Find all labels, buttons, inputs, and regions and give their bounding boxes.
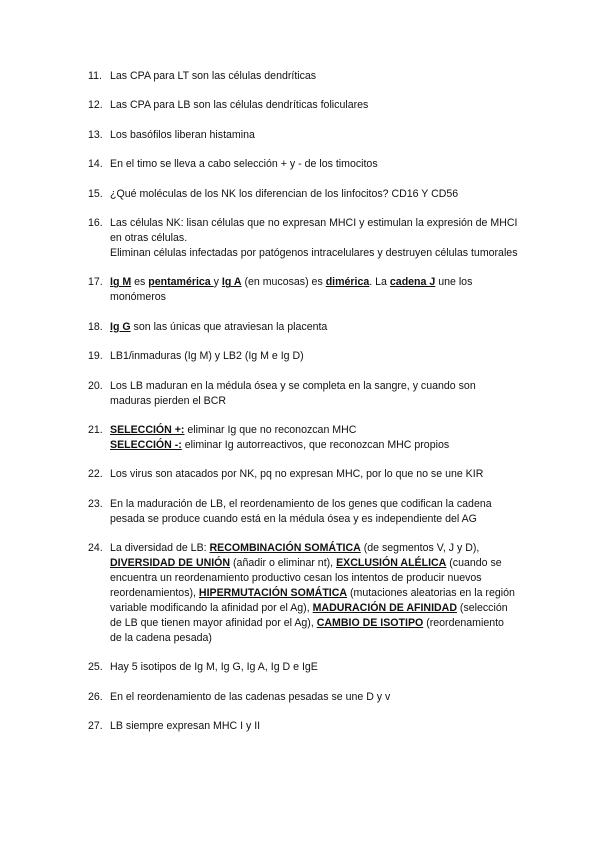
text-segment: Eliminan células infectadas por patógenos intracelulares y destruyen células tumorales	[110, 246, 518, 259]
emphasized-term: pentamérica	[148, 276, 214, 289]
text-segment: Las células NK: lisan células que no expresan MHCI y estimulan la expresión de MHCI en otras células.	[110, 216, 518, 244]
text-segment: (reordenamiento de la cadena pesada)	[110, 617, 504, 645]
item-number: 15.	[88, 187, 103, 200]
text-segment: (en mucosas) es	[241, 276, 326, 289]
list-item	[88, 320, 518, 335]
item-number: 21.	[88, 423, 103, 436]
item-line	[110, 423, 518, 438]
text-segment: (añadir o eliminar nt),	[230, 557, 337, 570]
list-item	[88, 98, 518, 113]
item-text	[106, 349, 518, 364]
emphasized-term: MADURACIÓN DE AFINIDAD	[312, 602, 457, 615]
item-line	[110, 719, 518, 734]
item-number: 12.	[88, 99, 103, 112]
text-segment: (selección de LB que tienen mayor afinidad por el Ag),	[110, 602, 508, 630]
item-text	[106, 690, 518, 705]
item-text	[106, 187, 518, 202]
item-text	[106, 497, 518, 527]
text-segment: Los basófilos liberan histamina	[110, 128, 255, 141]
item-text	[106, 379, 518, 409]
item-text	[106, 216, 518, 261]
list-item	[88, 379, 518, 409]
emphasized-term: DIVERSIDAD DE UNIÓN	[110, 557, 231, 570]
item-number: 24.	[88, 542, 103, 555]
list-item	[88, 719, 518, 734]
item-text	[106, 128, 518, 143]
text-segment: y	[213, 276, 222, 289]
item-line	[110, 216, 518, 246]
item-text	[106, 275, 518, 305]
text-segment: En el timo se lleva a cabo selección + y - de los timocitos	[110, 158, 378, 171]
item-number: 26.	[88, 690, 103, 703]
text-segment: ¿Qué moléculas de los NK los diferencian de los linfocitos? CD16 Y CD56	[110, 187, 459, 200]
emphasized-term: CAMBIO DE ISOTIPO	[316, 617, 424, 630]
text-segment: une los monómeros	[110, 276, 473, 304]
text-segment: . La	[369, 276, 390, 289]
emphasized-term: EXCLUSIÓN ALÉLICA	[336, 557, 447, 570]
text-segment: Los virus son atacados por NK, pq no expresan MHC, por lo que no se une KIR	[110, 468, 484, 481]
emphasized-term: dimérica	[325, 276, 370, 289]
item-line	[110, 69, 518, 84]
item-line	[110, 349, 518, 364]
item-text	[106, 69, 518, 84]
item-line	[110, 246, 518, 261]
item-text	[106, 98, 518, 113]
item-number: 18.	[88, 320, 103, 333]
item-line	[110, 275, 518, 305]
text-segment: En la maduración de LB, el reordenamiento de los genes que codifican la cadena pesada se produce cuando está en la médula ósea y es independiente del AG	[110, 497, 492, 525]
text-segment: Las CPA para LT son las células dendríticas	[110, 70, 317, 82]
item-number: 14.	[88, 158, 103, 171]
text-segment: Las CPA para LB son las células dendríticas foliculares	[110, 99, 369, 112]
item-number: 22.	[88, 468, 103, 481]
list-item	[88, 349, 518, 364]
emphasized-term: Ig G	[110, 320, 131, 333]
item-number: 23.	[88, 497, 103, 510]
list-item	[88, 467, 518, 482]
item-line	[110, 467, 518, 482]
item-text	[106, 719, 518, 734]
text-segment: son las únicas que atraviesan la placenta	[130, 320, 328, 333]
list-item	[88, 423, 518, 453]
emphasized-term: Ig M	[110, 276, 132, 289]
text-segment: Los LB maduran en la médula ósea y se completa en la sangre, y cuando son maduras pierden el BCR	[110, 379, 476, 407]
text-segment: LB siempre expresan MHC I y II	[110, 720, 261, 733]
item-line	[110, 187, 518, 202]
text-segment: es	[131, 276, 149, 289]
list-item	[88, 69, 518, 84]
list-item	[88, 275, 518, 305]
emphasized-term: SELECCIÓN +:	[110, 423, 185, 436]
text-segment: Hay 5 isotipos de Ig M, Ig G, Ig A, Ig D e IgE	[110, 661, 318, 674]
list-item	[88, 128, 518, 143]
item-number: 27.	[88, 720, 103, 733]
item-number: 11.	[88, 70, 102, 82]
item-line	[110, 690, 518, 705]
list-item	[88, 541, 518, 646]
list-item	[88, 157, 518, 172]
text-segment: (cuando se encuentra un reordenamiento productivo cesan los intentos de producir nuevos reordenamientos),	[110, 557, 502, 600]
text-segment: La diversidad de LB:	[110, 542, 210, 555]
emphasized-term: Ig A	[221, 276, 242, 289]
list-item	[88, 216, 518, 261]
item-number: 20.	[88, 379, 103, 392]
item-line	[110, 497, 518, 527]
list-item	[88, 497, 518, 527]
list-item	[88, 690, 518, 705]
text-segment: (de segmentos V, J y D),	[360, 542, 480, 555]
item-line	[110, 320, 518, 335]
text-segment: eliminar Ig que no reconozcan MHC	[184, 423, 357, 436]
emphasized-term: SELECCIÓN -:	[110, 438, 182, 451]
item-number: 16.	[88, 216, 103, 229]
text-segment: eliminar Ig autorreactivos, que reconozcan MHC propios	[181, 438, 450, 451]
emphasized-term: cadena J	[389, 276, 436, 289]
item-line	[110, 379, 518, 409]
item-line	[110, 157, 518, 172]
item-text	[106, 423, 518, 453]
item-line	[110, 660, 518, 675]
item-text	[106, 320, 518, 335]
item-number: 17.	[88, 276, 103, 289]
item-line	[110, 128, 518, 143]
text-segment: LB1/inmaduras (Ig M) y LB2 (Ig M e Ig D)	[110, 350, 304, 363]
list-item	[88, 660, 518, 675]
text-segment: En el reordenamiento de las cadenas pesadas se une D y v	[110, 690, 391, 703]
emphasized-term: HIPERMUTACIÓN SOMÁTICA	[198, 587, 348, 600]
item-line	[110, 438, 518, 453]
item-text	[106, 541, 518, 646]
emphasized-term: RECOMBINACIÓN SOMÁTICA	[209, 542, 361, 555]
item-number: 13.	[88, 128, 103, 141]
numbered-list	[88, 69, 518, 749]
item-line	[110, 98, 518, 113]
item-number: 19.	[88, 350, 103, 363]
item-line	[110, 541, 518, 646]
item-text	[106, 467, 518, 482]
item-text	[106, 157, 518, 172]
list-item	[88, 187, 518, 202]
text-segment: (mutaciones aleatorias en la región variable modificando la afinidad por el Ag),	[110, 587, 515, 615]
item-number: 25.	[88, 661, 103, 674]
item-text	[106, 660, 518, 675]
